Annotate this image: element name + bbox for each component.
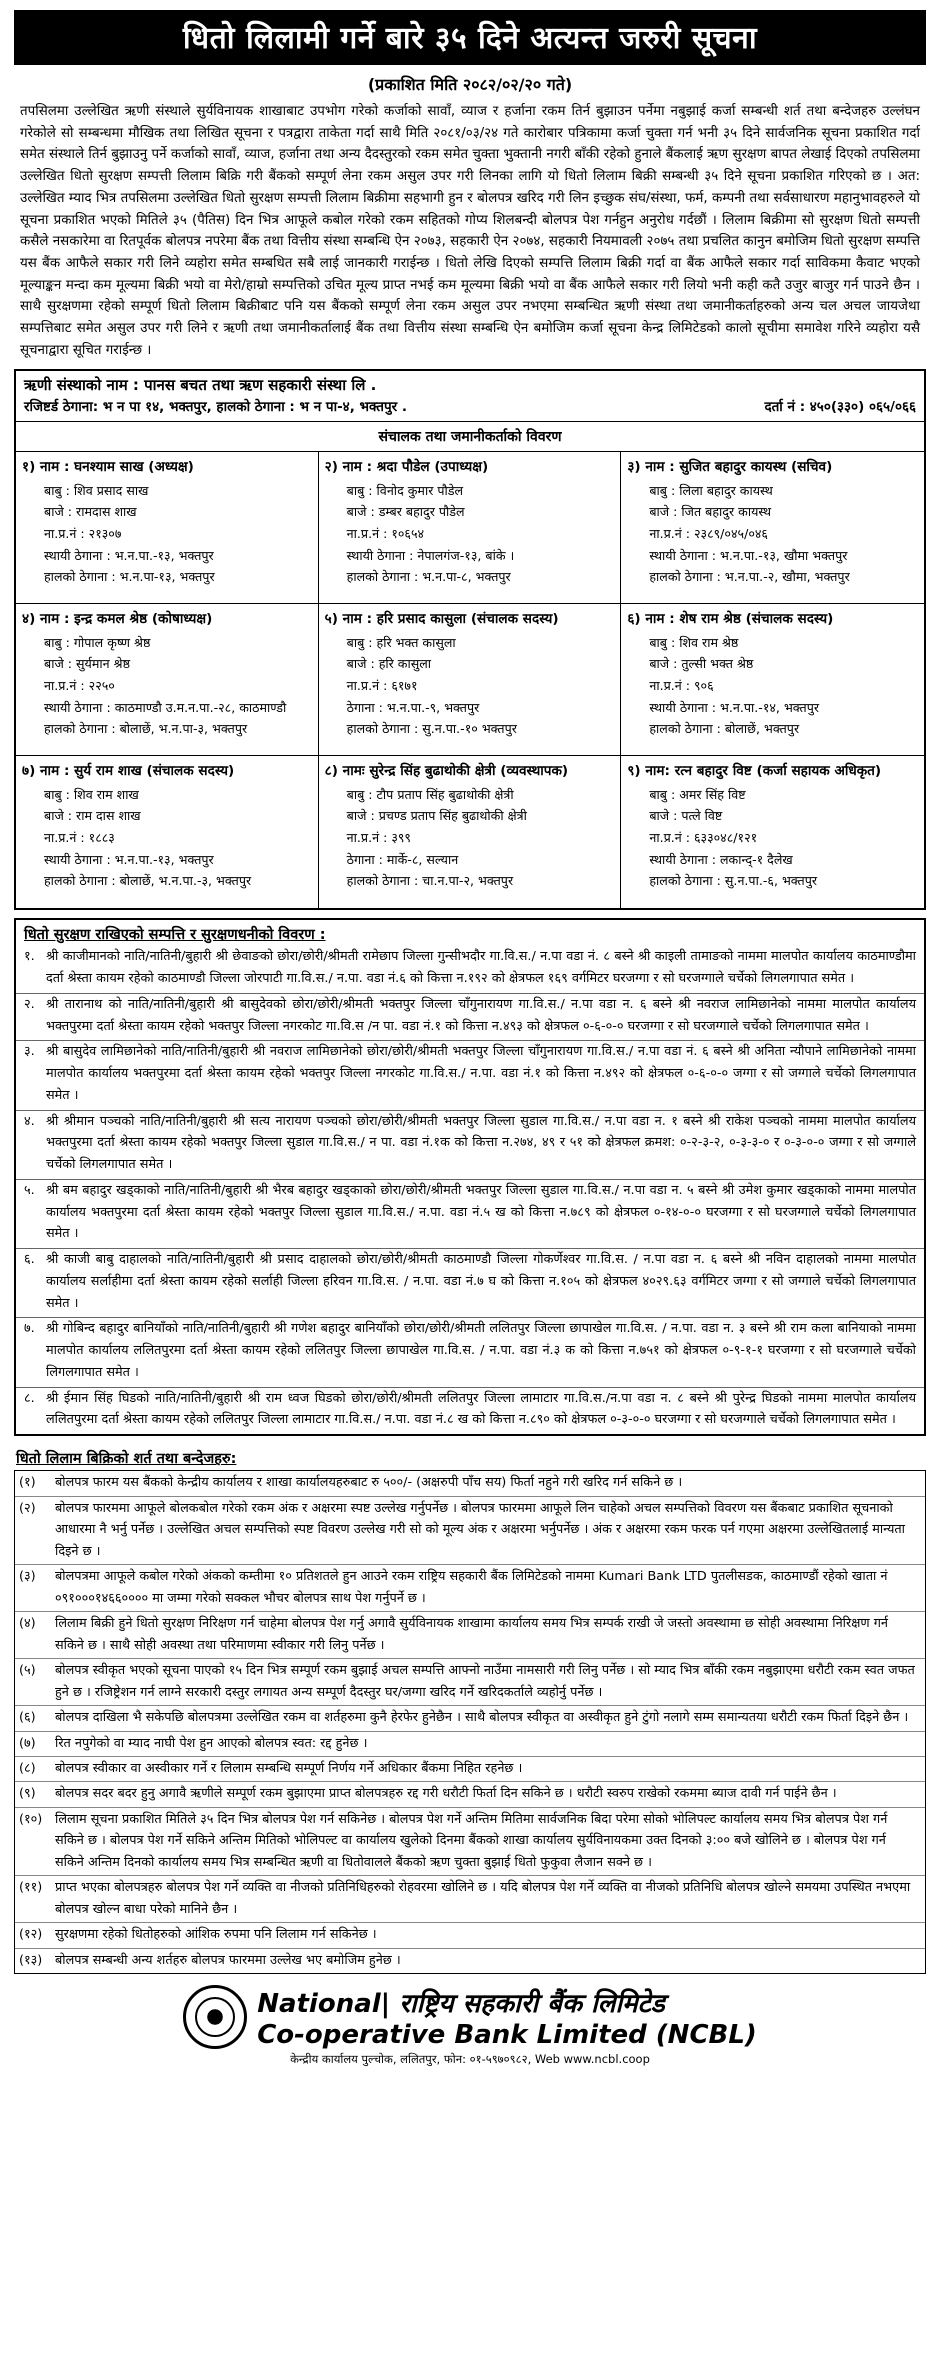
director-detail: बाजे : पत्ले विष्ट	[649, 808, 723, 824]
details-box	[14, 369, 926, 910]
director-detail: ना.प्र.नं : २३८९/०४५/०४६	[649, 526, 768, 542]
term-text: बोलपत्र दाखिला भै सकेपछि बोलपत्रमा उल्लेखित रकम वा शर्तहरुमा कुनै हेरफेर हुनेछैन । साथै बोलपत्र स्वीकृत वा अस्वीकृत हुने टुंगो नलागे सम्म समान्यतया धरौटी रकम फिर्ता दिइने छैन ।	[55, 1710, 909, 1726]
term-text: बोलपत्रमा आफूले कबोल गरेको अंकको कम्तीमा १० प्रतिशतले हुन आउने रकम राष्ट्रिय सहकारी बैंक लिमिटेडको नाममा Kumari Bank LTD पुतलीसडक, काठमाण्डौं रहेको खाता नं ०९१०००१४६६०००० मा जम्मा गरेको सक्कल भौचर बोलपत्र साथ पेश गर्नुपर्ने छ ।	[55, 1569, 888, 1606]
director-detail: ठेगाना : मार्के-८, सल्यान	[346, 851, 459, 867]
director-detail: बाबु : शिव राम श्रेष्ठ	[649, 634, 739, 650]
terms-list	[14, 1470, 926, 1974]
term-number: (७)	[19, 1735, 36, 1751]
term-number: (५)	[19, 1663, 36, 1679]
property-text: श्री काजीमानको नाति/नातिनी/बुहारी श्री छेवाङको छोरा/छोरी/श्रीमती रामेछाप जिल्ला गुन्सीभदौर गा.वि.स./ न.पा वडा नं. ८ बस्ने श्री काइली तामाङको नाममा मालपोत कार्यालय काठमाण्डौमा दर्ता श्रेस्ता कायम रहेको काठमाण्डौ जिल्ला जोरपाटी गा.वि.स./ न.पा. वडा नं.६ को कित्ता न.१९२ को क्षेत्रफल १६९ वर्गमिटर घरजग्गा र सो घरजग्गाले चर्चेको लिगलगापात समेत ।	[46, 949, 916, 987]
term-item	[15, 1497, 925, 1565]
borrower-address-row	[16, 395, 924, 422]
director-detail: हालको ठेगाना : भ.न.पा-१३, भक्तपुर	[44, 569, 215, 585]
term-item	[15, 1876, 925, 1923]
director-name: ७) नाम : सुर्य राम शाख (संचालक सदस्य)	[22, 763, 235, 780]
term-number: (१२)	[19, 1927, 43, 1943]
term-text: रित नपुगेको वा म्याद नाघी पेश हुन आएको बोलपत्र स्वत: रद्द हुनेछ ।	[55, 1735, 368, 1751]
director-detail: बाबु : शिव प्रसाद साख	[44, 482, 149, 498]
property-text: श्री काजी बाबु दाहालको नाति/नातिनी/बुहारी श्री प्रसाद दाहालको छोरा/छोरी/श्रीमती काठमाण्डौ जिल्ला गोकर्णेश्वर गा.वि.स. / न.पा वडा न. ६ बस्ने श्री नविन दाहालको नाममा मालपोत कार्यालय सर्लाहीमा दर्ता श्रेस्ता कायम रहेको सर्लाही जिल्ला हरिवन गा.वि.स. / न.पा. वडा नं.७ घ को कित्ता न.१०५ को क्षेत्रफल ४०२९.६३ वर्गमिटर जग्गा र सो जग्गाले चर्चेको लिगलगापात समेत ।	[46, 1252, 916, 1311]
director-name: १) नाम : घनश्याम साख (अध्यक्ष)	[22, 459, 194, 476]
director-card	[16, 756, 319, 908]
director-detail: बाबु : हरि भक्त कासुला	[346, 634, 456, 650]
term-text: प्राप्त भएका बोलपत्रहरु बोलपत्र पेश गर्ने व्यक्ति वा नीजको प्रतिनिधिहरुको रोहवरमा खोलिने छ । यदि बोलपत्र पेश गर्ने व्यक्ति वा नीजको प्रतिनिधि बोलपत्र खोल्ने समयमा उपस्थित नभएमा बोलपत्र खोल्न बाधा परेको मानिने छैन ।	[55, 1880, 911, 1917]
director-detail: बाजे : सुर्यमान श्रेष्ठ	[44, 656, 130, 672]
directors-grid	[16, 452, 924, 908]
director-detail: हालको ठेगाना : बोलाछें, भक्तपुर	[649, 721, 800, 737]
director-detail: हालको ठेगाना : बोलाछें, भ.न.पा-३, भक्तपुर	[44, 721, 248, 737]
term-item	[15, 1612, 925, 1659]
director-detail: हालको ठेगाना : भ.न.पा.-२, खौमा, भक्तपुर	[649, 569, 850, 585]
properties-box	[14, 918, 926, 1436]
bank-contact: केन्द्रीय कार्यालय पुल्चोक, ललितपुर, फोन: ०१-५९७०९८२, Web www.ncbl.coop	[290, 2052, 650, 2067]
property-item	[16, 994, 924, 1042]
property-item	[16, 1318, 924, 1387]
director-detail: बाजे : जित बहादुर कायस्थ	[649, 504, 772, 520]
director-detail: हालको ठेगाना : सु.न.पा.-६, भक्तपुर	[649, 873, 818, 889]
property-text: श्री बम बहादुर खड्काको नाति/नातिनी/बुहारी श्री भैरब बहादुर खड्काको छोरा/छोरी/श्रीमती भक्तपुर जिल्ला सुडाल गा.वि.स./ न.पा वडा न. ५ बस्ने श्री उमेश कुमार खड्काको नाममा मालपोत कार्यालय भक्तपुरमा दर्ता श्रेस्ता कायम रहेको भक्तपुर जिल्ला सुडाल गा.वि.स./ न.पा. वडा नं.५ ख को कित्ता न.७८९ को क्षेत्रफल ०-१४-०-० घरजग्गा र सो घरजग्गाले चर्चेको लिगलगापात समेत ।	[46, 1182, 916, 1242]
property-item	[16, 1041, 924, 1110]
director-detail: ना.प्र.नं : १८८३	[44, 830, 115, 846]
director-detail: स्थायी ठेगाना : भ.न.पा.-१४, भक्तपुर	[649, 699, 820, 715]
borrower-address: रजिष्टर्ड ठेगाना: भ न पा १४, भक्तपुर, हालको ठेगाना : भ न पा-४, भक्तपुर .	[24, 399, 407, 416]
property-text: श्री ईमान सिंह घिडको नाति/नातिनी/बुहारी श्री राम ध्वज घिडको छोरा/छोरी/श्रीमती ललितपुर जिल्ला लामाटार गा.वि.स./न.पा वडा न. ८ बस्ने श्री पुरेन्द्र घिडको नाममा मालपोत कार्यालय ललितपुरमा दर्ता श्रेस्ता कायम रहेको ललितपुर जिल्ला लामाटार गा.वि.स./ न.पा. वडा नं.८ ख को कित्ता न.८९० को क्षेत्रफल ०-३-०-० घरजग्गा र सो घरजग्गाले चर्चेको लिगलगापात समेत ।	[46, 1390, 916, 1428]
term-number: (६)	[19, 1710, 36, 1726]
property-text: श्री श्रीमान पञ्चको नाति/नातिनी/बुहारी श्री सत्य नारायण पञ्चको छोरा/छोरी/श्रीमती भक्तपुर जिल्ला सुडाल गा.वि.स./ न.पा वडा न. १ बस्ने श्री राकेश पञ्चको नाममा मालपोत कार्यालय भक्तपुरमा दर्ता श्रेस्ता कायम रहेको भक्तपुर जिल्ला सुडाल गा.वि.स./ न पा. वडा नं.१क को कित्ता न.२७४, ४९ र ५१ को क्षेत्रफल क्रमश: ०-२-३-२, ०-३-३-० र ०-३-०-० जग्गा र सो जग्गाले चर्चेको लिगलगापात समेत ।	[46, 1113, 916, 1173]
bank-name-line2: Co-operative Bank Limited (NCBL)	[257, 2020, 757, 2051]
director-card	[319, 452, 622, 604]
term-number: (३)	[19, 1569, 36, 1585]
term-text: लिलाम बिक्री हुने धितो सुरक्षण निरिक्षण गर्न चाहेमा बोलपत्र पेश गर्नु अगावै सुर्यविनायक शाखामा कार्यालय समय भित्र सम्पर्क राखी जे जस्तो अवस्थामा छ सोही अवस्थामा निरिक्षण गर्न सकिने छ । साथै सोही अवस्था तथा परिमाणमा स्वीकार गरी लिनु पर्नेछ ।	[55, 1616, 889, 1653]
property-number: ४.	[24, 1113, 35, 1129]
director-detail: बाबु : टौप प्रताप सिंह बुढाथोकी क्षेत्री	[346, 786, 514, 802]
properties-list	[16, 946, 924, 1434]
term-number: (२)	[19, 1500, 36, 1516]
director-detail: ना.प्र.नं : २२५०	[44, 678, 115, 694]
property-item	[16, 1180, 924, 1249]
bank-logo-icon	[183, 1985, 247, 2049]
notice-page	[14, 10, 926, 2067]
bank-name-block	[257, 1984, 757, 2050]
published-date: (प्रकाशित मिति २०८२/०२/२० गते)	[367, 75, 573, 94]
director-card	[319, 604, 622, 756]
term-number: (१३)	[19, 1952, 43, 1968]
property-number: ३.	[24, 1044, 35, 1060]
term-number: (९)	[19, 1786, 36, 1802]
director-name: ५) नाम : हरि प्रसाद कासुला (संचालक सदस्य)	[324, 611, 559, 628]
term-text: बोलपत्र फारम यस बैंकको केन्द्रीय कार्यालय र शाखा कार्यालयहरुबाट रु ५००/- (अक्षरुपी पाँच सय) फिर्ता नहुने गरी खरिद गर्न सकिने छ ।	[55, 1475, 683, 1491]
director-name: ३) नाम : सुजित बहादुर कायस्थ (सचिव)	[627, 459, 833, 476]
director-detail: ना.प्र.नं : ९०६	[649, 678, 714, 694]
director-card	[621, 452, 924, 604]
term-item	[15, 1757, 925, 1782]
term-number: (८)	[19, 1761, 36, 1776]
term-item	[15, 1782, 925, 1807]
director-detail: स्थायी ठेगाना : काठमाण्डौ उ.म.न.पा.-२८, काठमाण्डौ	[44, 699, 287, 715]
director-card	[319, 756, 622, 908]
term-item	[15, 1706, 925, 1731]
director-detail: बाबु : गोपाल कृष्ण श्रेष्ठ	[44, 634, 151, 650]
property-item	[16, 1111, 924, 1180]
director-name: ४) नाम : इन्द्र कमल श्रेष्ठ (कोषाध्यक्ष)	[22, 611, 213, 628]
bank-footer	[14, 1984, 926, 2050]
term-text: सुरक्षणमा रहेको धितोहरुको आंशिक रुपमा पनि लिलाम गर्न सकिनेछ ।	[55, 1927, 377, 1943]
director-card	[621, 756, 924, 908]
director-detail: बाजे : डम्बर बहादुर पौडेल	[346, 504, 465, 520]
term-text: बोलपत्र सम्बन्धी अन्य शर्तहरु बोलपत्र फारममा उल्लेख भए बमोजिम हुनेछ ।	[55, 1952, 401, 1968]
director-detail: ना.प्र.नं : ३९९	[346, 830, 411, 846]
term-item	[15, 1565, 925, 1612]
properties-heading: धितो सुरक्षण राखिएको सम्पत्ति र सुरक्षणधनीको विवरण :	[24, 927, 326, 944]
bank-name-line1: National| राष्ट्रिय सहकारी बैंक लिमिटेड	[257, 1989, 665, 2020]
property-number: ६.	[24, 1252, 35, 1268]
registration-number: दर्ता नं : ४५०(३३०) ०६५/०६६	[764, 399, 916, 416]
term-text: बोलपत्र स्वीकार वा अस्वीकार गर्ने र लिलाम सम्बन्धि सम्पूर्ण निर्णय गर्ने अधिकार बैंकमा निहित रहनेछ ।	[55, 1761, 523, 1776]
director-detail: बाबु : अमर सिंह विष्ट	[649, 786, 746, 802]
director-detail: स्थायी ठेगाना : भ.न.पा.-१३, भक्तपुर	[44, 547, 214, 563]
terms-box	[14, 1444, 926, 1974]
director-detail: बाबु : शिव राम शाख	[44, 786, 139, 802]
property-text: श्री गोबिन्द बहादुर बानियाँको नाति/नातिनी/बुहारी श्री गणेश बहादुर बानियाँको छोरा/छोरी/श्रीमती ललितपुर जिल्ला छापाखेल गा.वि.स. / न.पा. वडा न. ३ बस्ने श्री राम कला बानियाको नाममा मालपोत कार्यालय ललितपुरमा दर्ता श्रेस्ता कायम रहेको ललितपुर जिल्ला छापाखेल गा.वि.स. / न.पा. वडा नं.३ क को कित्ता न.७५१ को क्षेत्रफल ०-९-१-१ घरजग्गा र सो घरजग्गाले चर्चेको लिगलगापात समेत ।	[46, 1321, 916, 1380]
term-item	[15, 1732, 925, 1757]
term-item	[15, 1659, 925, 1706]
term-item	[15, 1471, 925, 1496]
term-number: (१०)	[19, 1811, 43, 1827]
director-name: ९) नाम: रत्न बहादुर विष्ट (कर्जा सहायक अधिकृत)	[627, 763, 882, 780]
property-text: श्री तारानाथ को नाति/नातिनी/बुहारी श्री बासुदेवको छोरा/छोरी/श्रीमती भक्तपुर जिल्ला चाँगुनारायण गा.वि.स./ न.पा वडा न. ६ बस्ने श्री नवराज लामिछानेको नाममा मालपोत कार्यालय भक्तपुरमा दर्ता श्रेस्ता कायम रहेको भक्तपुर जिल्ला नगरकोट गा.वि.स /न पा. वडा नं.१ को कित्ता न.४९३ को क्षेत्रफल ०-६-०-० घरजग्गा र सो घरजग्गाले चर्चेको लिगलगापात समेत ।	[46, 996, 916, 1034]
property-number: ८.	[24, 1390, 35, 1406]
director-detail: बाजे : रामदास शाख	[44, 504, 137, 520]
director-name: ६) नाम : शेष राम श्रेष्ठ (संचालक सदस्य)	[627, 611, 834, 628]
director-detail: स्थायी ठेगाना : नेपालगंज-१३, बांके ।	[346, 547, 515, 563]
property-number: ५.	[24, 1182, 35, 1198]
director-detail: ना.प्र.नं : १०६५४	[346, 526, 425, 542]
term-number: (११)	[19, 1880, 43, 1896]
intro-paragraph: तपसिलमा उल्लेखित ऋणी संस्थाले सुर्यविनायक शाखाबाट उपभोग गरेको कर्जाको सावाँ, व्याज र हर्जाना रकम तिर्न बुझाउन पर्नेमा नबुझाई कर्जा सम्बन्धी शर्त तथा बन्देजहरु उल्लंघन गरेकोले सो सम्बन्धमा मौखिक तथा लिखित सूचना र पत्रद्वारा ताकेता गर्दा साथै मिति २०८१/०३/२४ गते कारोबार पत्रिकामा कर्जा चुक्ता गर्न भनी ३५ दिने सार्वजनिक सूचना प्रकाशित गर्दा समेत संस्थाले तिर्न बुझाउनु पर्ने कर्जाको सावाँ, व्याज, हर्जाना तथा अन्य दैदस्तुरको रकम समेत चुक्ता भुक्तानी नगरी बाँकी रहेको हुनाले बैंकलाई ऋण सुरक्षण बापत लेखाई दिएको तपसिलमा उल्लेखित धितो सुरक्षण सम्पत्ती लिलाम बिक्रि गरी बैंकको सम्पूर्ण लेना रकम असुल उपर गरी लिनका लागि यो धितो लिलाम बिक्री सम्बन्धी ३५ दिने सूचना प्रकाशित गरिएको छ । अत: उल्लेखित म्याद भित्र तपसिलमा उल्लेखित धितो सुरक्षण सम्पत्ती लिलाम बिक्रीमा सहभागी हुन र बोलपत्र खरिद गरी लिन इच्छुक संघ/संस्था, फर्म, कम्पनी तथा सर्वसाधारण महानुभावहरुले यो सूचना प्रकाशित भएको मितिले ३५ (पैतिस) दिन भित्र आफूले कबोल गरेको रकम सहितको गोप्य शिलबन्दी बोलपत्र पेश गर्नहुन अनुरोध गर्दछौं । लिलाम बिक्रीमा सो सुरक्षण धितो सम्पत्ती कसैले नसकारेमा वा रितपूर्वक बोलपत्र नपरेमा बैंक तथा वित्तीय संस्था सम्बन्धि ऐन २०७३, सहकारी ऐन २०७४, सहकारी नियमावली २०७५ तथा प्रचलित कानुन बमोजिम धितो सुरक्षण सम्पत्ति यस बैंक आफैले सकार गरी लिने व्यहोरा समेत सम्बधित सबै लाई जानकारी गराईन्छ । धितो लेखि दिएको सम्पत्ति लिलाम बिक्री गर्दा वा बैंक आफैले सकार गर्दा साविकमा कैवाट भएको मूल्याङ्कन मन्दा कम मूल्यमा बिक्री भयो वा मेरो/हाम्रो सम्पत्तिको उचित मूल्य प्राप्त नभई कम मूल्यमा बिक्री भयो वा बैंक आफैले सकार गरी लियो भनी कही कतै उजुर बाजुर गर्न पाउने छैन । साथै सुरक्षणमा रहेको सम्पूर्ण धितो लिलाम बिक्रीबाट पनि यस बैंकको सम्पूर्ण लेना रकम असुल उपर नभएमा सम्बन्धित ऋणी संस्था तथा जमानीकर्ताहरुको अन्य चल अचल जायजेथा सम्पत्तिबाट समेत असुल उपर गरी लिने र ऋणी तथा जमानीकर्तालाई बैंक तथा वित्तीय संस्था सम्बन्धि ऐन बमोजिम कर्जा सूचना केन्द्र लिमिटेडको कालो सूचीमा समावेश गरिने व्यहोरा यसै सूचनाद्वारा सूचित गराईन्छ ।	[20, 104, 920, 358]
property-item	[16, 946, 924, 994]
term-text: बोलपत्र स्वीकृत भएको सूचना पाएको १५ दिन भित्र सम्पूर्ण रकम बुझाई अचल सम्पत्ति आफ्नो नाउँमा नामसारी गरी लिनु पर्नेछ । सो म्याद भित्र बाँकी रकम नबुझाएमा धरौटी रकम स्वत जफत हुने छ । रजिष्ट्रेशन गर्न लाग्ने सरकारी दस्तुर लगायत अन्य सम्पूर्ण दैदस्तुर घर/जग्गा खरिद गर्ने खरिदकर्ताले व्यहोर्नु पर्नेछ ।	[55, 1663, 915, 1700]
term-text: बोलपत्र सदर बदर हुनु अगावै ऋणीले सम्पूर्ण रकम बुझाएमा प्राप्त बोलपत्रहरु रद्द गरी धरौटी फिर्ता दिन सकिने छ । धरौटी स्वरुप राखेको रकममा ब्याज दावी गर्न पाईने छैन ।	[55, 1786, 837, 1802]
director-detail: ठेगाना : भ.न.पा.-९, भक्तपुर	[346, 699, 480, 715]
property-item	[16, 1388, 924, 1435]
term-number: (१)	[19, 1475, 36, 1491]
director-name: ८) नामः सुरेन्द्र सिंह बुढाथोकी क्षेत्री (व्यवस्थापक)	[324, 763, 569, 780]
director-card	[621, 604, 924, 756]
director-detail: स्थायी ठेगाना : भ.न.पा.-१३, खौमा भक्तपुर	[649, 547, 848, 563]
term-item	[15, 1949, 925, 1973]
director-detail: बाजे : प्रचण्ड प्रताप सिंह बुढाथोकी क्षेत्री	[346, 808, 527, 824]
property-text: श्री बासुदेव लामिछानेको नाति/नातिनी/बुहारी श्री नवराज लामिछानेको छोरा/छोरी/श्रीमती भक्तपुर जिल्ला चाँगुनारायण गा.वि.स./ न.पा वडा नं. ६ बस्ने श्री अनिता न्यौपाने लामिछानेको नाममा मालपोत कार्यालय भक्तपुरमा दर्ता श्रेस्ता कायम रहेको भक्तपुर जिल्ला नगरकोट गा.वि.स./ न.पा. वडा नं.१ को कित्ता न.४९२ को क्षेत्रफल ०-६-०-० जग्गा र सो जग्गाले चर्चेको लिगलगापात समेत ।	[46, 1044, 916, 1103]
borrower-name: ऋणी संस्थाको नाम : पानस बचत तथा ऋण सहकारी संस्था लि .	[24, 376, 377, 395]
director-detail: हालको ठेगाना : चा.न.पा-२, भक्तपुर	[346, 873, 514, 889]
director-detail: स्थायी ठेगाना : भ.न.पा.-१३, भक्तपुर	[44, 851, 214, 867]
property-number: ७.	[24, 1321, 35, 1337]
term-text: लिलाम सूचना प्रकाशित मितिले ३५ दिन भित्र बोलपत्र पेश गर्न सकिनेछ । बोलपत्र पेश गर्ने अन्तिम मितिमा सार्वजनिक बिदा परेमा सोको भोलिपल्ट कार्यालय समय भित्र बोलपत्र पेश गर्न सकिने छ । बोलपत्र पेश गर्ने सकिने अन्तिम मितिको भोलिपल्ट वा कार्यालय खुलेको दिनमा बैंकको शाखा कार्यालय सुर्यविनायकमा उक्त दिनको ३:०० बजे खोलिने छ । बोलपत्र पेश गर्न सकिने अन्तिम दिनको कार्यालय समय भित्र सम्बन्धित ऋणी वा धितोवालले बैंकको ऋण चुक्ता बुझाई धितो फुकुवा लैजान सक्ने छ ।	[55, 1811, 888, 1870]
director-name: २) नाम : श्रदा पौडेल (उपाध्यक्ष)	[324, 459, 489, 476]
director-detail: हालको ठेगाना : सु.न.पा.-१० भक्तपुर	[346, 721, 517, 737]
director-detail: हालको ठेगाना : भ.न.पा-८, भक्तपुर	[346, 569, 511, 585]
director-detail: ना.प्र.नं : ६३३०४८/१२१	[649, 830, 758, 846]
term-item	[15, 1923, 925, 1948]
director-detail: बाजे : तुल्सी भक्त श्रेष्ठ	[649, 656, 754, 672]
property-item	[16, 1249, 924, 1318]
director-detail: ना.प्र.नं : २१३०७	[44, 526, 122, 542]
director-detail: बाजे : हरि कासुला	[346, 656, 432, 672]
director-detail: हालको ठेगाना : बोलाछें, भ.न.पा.-३, भक्तपुर	[44, 873, 252, 889]
director-card	[16, 604, 319, 756]
property-number: १.	[24, 949, 35, 965]
directors-heading: संचालक तथा जमानीकर्ताको विवरण	[16, 422, 924, 452]
director-detail: बाबु : लिला बहादुर कायस्थ	[649, 482, 773, 498]
director-detail: स्थायी ठेगाना : लकान्द्-१ दैलेख	[649, 851, 793, 867]
term-number: (४)	[19, 1616, 36, 1632]
director-detail: बाबु : विनोद कुमार पौडेल	[346, 482, 464, 498]
property-number: २.	[24, 996, 35, 1012]
term-text: बोलपत्र फारममा आफूले बोलकबोल गरेको रकम अंक र अक्षरमा स्पष्ट उल्लेख गर्नुपर्नेछ । बोलपत्र फारममा आफूले लिन चाहेको अचल सम्पत्तिको विवरण यस बैंकबाट प्रकाशित सूचनाको आधारमा नै भर्नु पर्नेछ । उल्लेखित अचल सम्पत्तिको स्पष्ट विवरण उल्लेख गरी सो को मूल्य अंक र अक्षरमा भर्नुपर्नेछ । अंक र अक्षरमा रकम फरक पर्न गएमा अक्षरमा उल्लेखितलाई मान्यता दिइने छ ।	[55, 1500, 905, 1559]
director-detail: ना.प्र.नं : ६१७१	[346, 678, 418, 694]
terms-heading: धितो लिलाम बिक्रिको शर्त तथा बन्देजहरु:	[16, 1451, 237, 1468]
director-card	[16, 452, 319, 604]
director-detail: बाजे : राम दास शाख	[44, 808, 141, 824]
notice-title: धितो लिलामी गर्ने बारे ३५ दिने अत्यन्त जरुरी सूचना	[14, 10, 926, 65]
term-item	[15, 1808, 925, 1876]
